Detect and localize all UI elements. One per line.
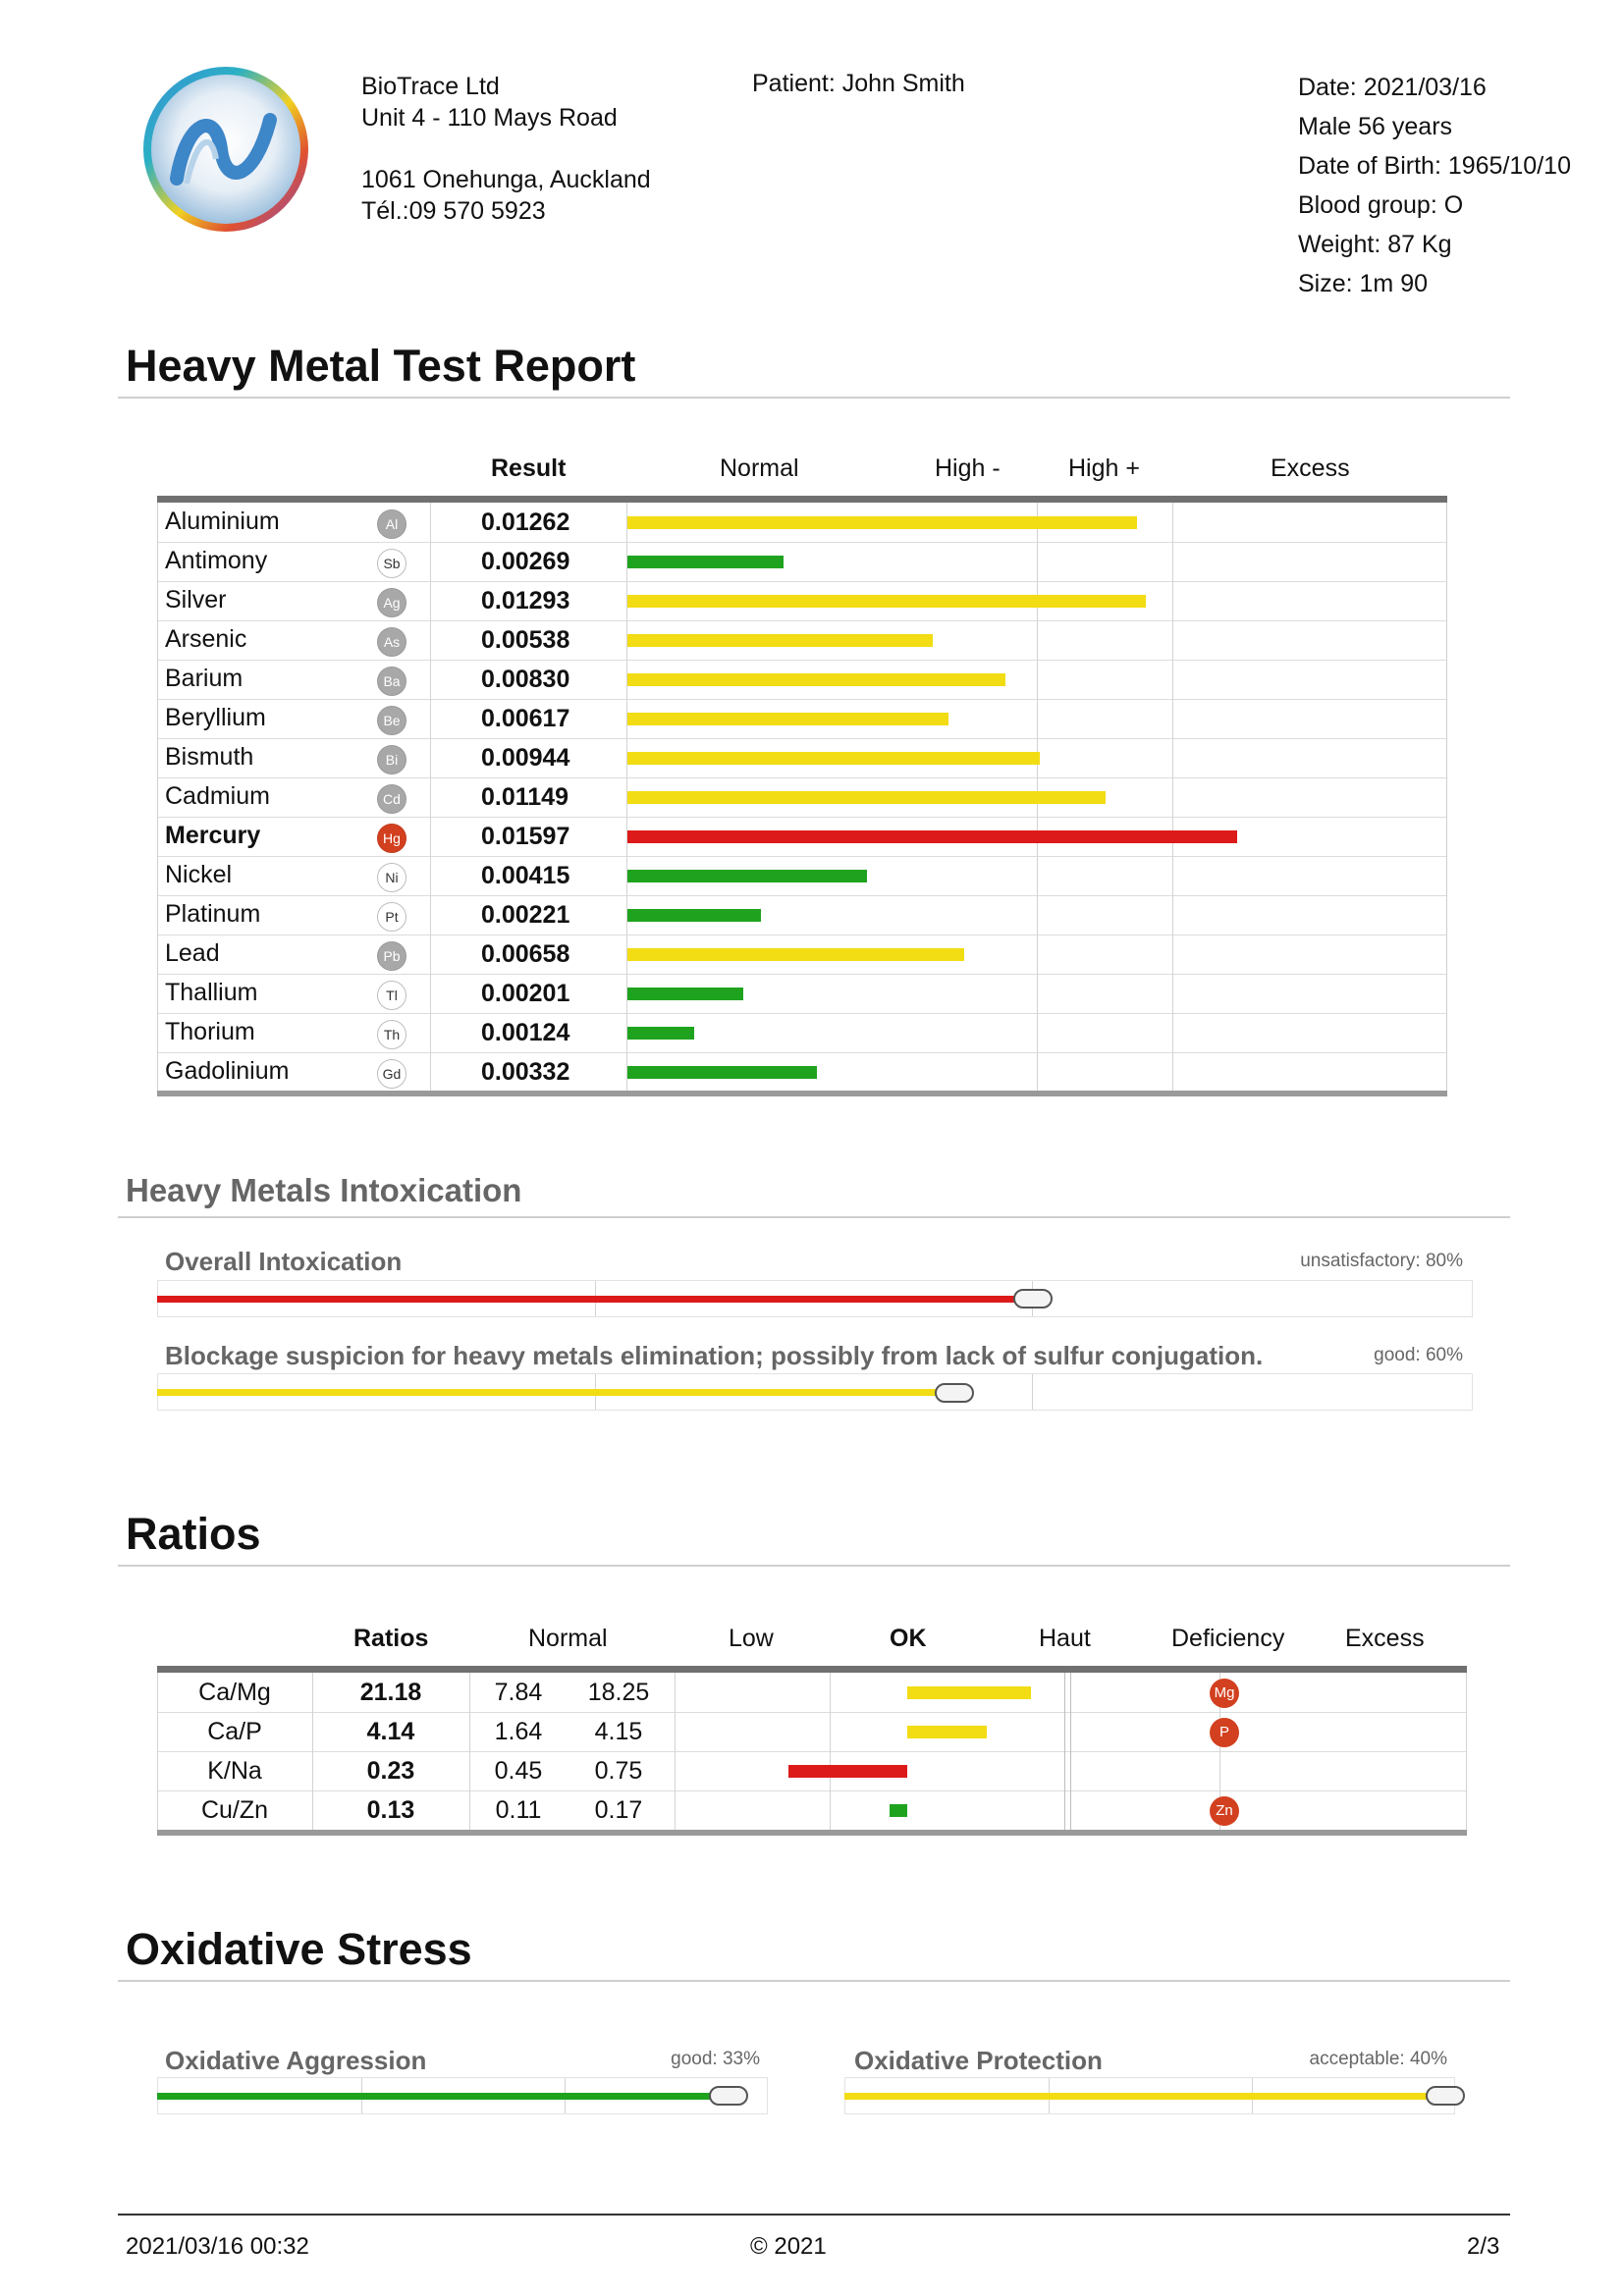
metal-name: Antimony bbox=[165, 547, 268, 574]
result-bar bbox=[627, 870, 867, 882]
table-row bbox=[157, 581, 1447, 621]
metal-result-value: 0.01149 bbox=[481, 783, 568, 811]
col-normal: Normal bbox=[528, 1625, 608, 1652]
table-row bbox=[157, 1712, 1467, 1752]
gauge-status: unsatisfactory: 80% bbox=[1300, 1251, 1463, 1271]
gauge-label: Overall Intoxication bbox=[165, 1247, 403, 1276]
metal-result-value: 0.00269 bbox=[481, 548, 570, 575]
result-bar bbox=[627, 1027, 694, 1040]
table-row bbox=[157, 620, 1447, 661]
detail-dob: Date of Birth: 1965/10/10 bbox=[1298, 152, 1571, 180]
ratios-title: Ratios bbox=[126, 1509, 261, 1559]
normal-max: 18.25 bbox=[587, 1679, 650, 1706]
metal-name: Beryllium bbox=[165, 704, 266, 731]
metal-name: Aluminium bbox=[165, 507, 280, 535]
metal-name: Lead bbox=[165, 939, 220, 967]
result-bar bbox=[627, 556, 784, 568]
gauge-fill bbox=[157, 1296, 1021, 1303]
ratio-name: Ca/Mg bbox=[198, 1679, 271, 1706]
company-address-line2: 1061 Onehunga, Auckland bbox=[361, 166, 651, 193]
gauge-status: good: 33% bbox=[671, 2049, 760, 2069]
detail-size: Size: 1m 90 bbox=[1298, 270, 1429, 297]
normal-min: 0.45 bbox=[494, 1757, 543, 1785]
metal-result-value: 0.00415 bbox=[481, 862, 570, 889]
company-logo bbox=[137, 61, 314, 238]
detail-sex-age: Male 56 years bbox=[1298, 113, 1453, 140]
element-symbol-badge: Be bbox=[377, 706, 406, 735]
detail-blood-group: Blood group: O bbox=[1298, 191, 1464, 219]
result-bar bbox=[627, 752, 1040, 765]
metal-name: Gadolinium bbox=[165, 1057, 290, 1085]
gauge-fill bbox=[844, 2093, 1434, 2100]
element-symbol-badge: Pt bbox=[377, 902, 406, 932]
metal-name: Silver bbox=[165, 586, 227, 614]
gauge-label: Oxidative Protection bbox=[854, 2046, 1103, 2075]
section-divider bbox=[118, 1216, 1510, 1218]
gauge-fill bbox=[157, 2093, 717, 2100]
element-symbol-badge: Hg bbox=[377, 824, 406, 853]
metal-result-value: 0.00658 bbox=[481, 940, 570, 968]
table-top-border bbox=[157, 1666, 1467, 1673]
heavy-metal-title: Heavy Metal Test Report bbox=[126, 341, 636, 391]
col-ok: OK bbox=[890, 1625, 927, 1652]
oxidative-title: Oxidative Stress bbox=[126, 1924, 472, 1974]
metal-result-value: 0.00617 bbox=[481, 705, 570, 732]
ratio-value: 4.14 bbox=[366, 1718, 415, 1745]
ratio-bar bbox=[907, 1726, 987, 1738]
table-bottom-border bbox=[157, 1091, 1447, 1096]
metal-result-value: 0.01293 bbox=[481, 587, 570, 614]
metal-name: Bismuth bbox=[165, 743, 254, 771]
result-bar bbox=[627, 909, 761, 922]
col-high-plus: High + bbox=[1068, 454, 1140, 482]
ratio-bar bbox=[890, 1804, 907, 1817]
ratio-value: 0.23 bbox=[366, 1757, 415, 1785]
gauge-fill bbox=[157, 1389, 943, 1396]
element-symbol-badge: As bbox=[377, 627, 406, 657]
metal-result-value: 0.00538 bbox=[481, 626, 570, 654]
footer-copyright: © 2021 bbox=[750, 2233, 827, 2260]
result-bar bbox=[627, 713, 948, 725]
metal-result-value: 0.00124 bbox=[481, 1019, 570, 1046]
element-symbol-badge: Th bbox=[377, 1020, 406, 1049]
metal-name: Mercury bbox=[165, 822, 261, 849]
result-bar bbox=[627, 516, 1137, 529]
metal-result-value: 0.01262 bbox=[481, 508, 570, 536]
col-result: Result bbox=[491, 454, 567, 482]
element-symbol-badge: Pb bbox=[377, 941, 406, 971]
metal-result-value: 0.00221 bbox=[481, 901, 570, 929]
detail-date: Date: 2021/03/16 bbox=[1298, 74, 1487, 101]
ratio-value: 21.18 bbox=[359, 1679, 422, 1706]
footer-rule bbox=[118, 2214, 1510, 2216]
deficiency-badge: Mg bbox=[1210, 1679, 1239, 1708]
table-row bbox=[157, 1751, 1467, 1791]
ratio-value: 0.13 bbox=[366, 1796, 415, 1824]
result-bar bbox=[627, 791, 1106, 804]
company-phone: Tél.:09 570 5923 bbox=[361, 197, 546, 225]
gauge-label: Oxidative Aggression bbox=[165, 2046, 427, 2075]
metal-result-value: 0.00830 bbox=[481, 666, 570, 693]
col-ratios: Ratios bbox=[353, 1625, 429, 1652]
table-row bbox=[157, 856, 1447, 896]
normal-max: 4.15 bbox=[594, 1718, 643, 1745]
table-row bbox=[157, 974, 1447, 1014]
col-deficiency: Deficiency bbox=[1171, 1625, 1285, 1652]
metal-result-value: 0.00201 bbox=[481, 980, 570, 1007]
col-haut: Haut bbox=[1039, 1625, 1091, 1652]
table-row bbox=[157, 934, 1447, 975]
col-excess: Excess bbox=[1345, 1625, 1425, 1652]
metal-name: Cadmium bbox=[165, 782, 270, 810]
element-symbol-badge: Bi bbox=[377, 745, 406, 774]
col-normal: Normal bbox=[720, 454, 799, 482]
ratio-name: Cu/Zn bbox=[200, 1796, 269, 1824]
result-bar bbox=[627, 948, 964, 961]
element-symbol-badge: Ba bbox=[377, 667, 406, 696]
section-divider bbox=[118, 1565, 1510, 1567]
normal-max: 0.75 bbox=[594, 1757, 643, 1785]
ratio-bar bbox=[788, 1765, 907, 1778]
table-row bbox=[157, 503, 1447, 543]
result-bar bbox=[627, 830, 1237, 843]
deficiency-badge: P bbox=[1210, 1718, 1239, 1747]
gauge-knob bbox=[935, 1383, 974, 1403]
table-bottom-border bbox=[157, 1830, 1467, 1836]
table-row bbox=[157, 895, 1447, 935]
col-low: Low bbox=[729, 1625, 774, 1652]
section-divider bbox=[118, 1980, 1510, 1982]
table-row bbox=[157, 1790, 1467, 1831]
table-row bbox=[157, 777, 1447, 818]
metal-name: Thorium bbox=[165, 1018, 255, 1045]
table-row bbox=[157, 1013, 1447, 1053]
table-row bbox=[157, 542, 1447, 582]
footer-datetime: 2021/03/16 00:32 bbox=[126, 2233, 309, 2260]
detail-weight: Weight: 87 Kg bbox=[1298, 231, 1452, 258]
company-address-line1: Unit 4 - 110 Mays Road bbox=[361, 104, 618, 132]
result-bar bbox=[627, 673, 1005, 686]
col-high-minus: High - bbox=[935, 454, 1001, 482]
deficiency-badge: Zn bbox=[1210, 1796, 1239, 1826]
ratio-name: K/Na bbox=[207, 1757, 262, 1785]
normal-min: 7.84 bbox=[494, 1679, 543, 1706]
element-symbol-badge: Cd bbox=[377, 784, 406, 814]
metal-name: Barium bbox=[165, 665, 244, 692]
table-row bbox=[157, 660, 1447, 700]
company-name: BioTrace Ltd bbox=[361, 73, 500, 100]
metal-name: Thallium bbox=[165, 979, 258, 1006]
element-symbol-badge: Al bbox=[377, 509, 406, 539]
element-symbol-badge: Tl bbox=[377, 981, 406, 1010]
normal-max: 0.17 bbox=[594, 1796, 643, 1824]
section-divider bbox=[118, 397, 1510, 399]
gauge-status: good: 60% bbox=[1374, 1345, 1463, 1365]
patient-name: Patient: John Smith bbox=[752, 70, 965, 97]
table-row bbox=[157, 699, 1447, 739]
patient-details bbox=[1298, 68, 1571, 303]
gauge-knob bbox=[1426, 2086, 1465, 2106]
col-excess: Excess bbox=[1271, 454, 1350, 482]
metal-name: Nickel bbox=[165, 861, 233, 888]
metal-name: Platinum bbox=[165, 900, 261, 928]
ratio-name: Ca/P bbox=[207, 1718, 262, 1745]
element-symbol-badge: Ni bbox=[377, 863, 406, 892]
gauge-status: acceptable: 40% bbox=[1309, 2049, 1447, 2069]
result-bar bbox=[627, 1066, 817, 1079]
result-bar bbox=[627, 595, 1146, 608]
ratio-bar bbox=[907, 1686, 1031, 1699]
table-row bbox=[157, 1052, 1447, 1093]
metal-result-value: 0.01597 bbox=[481, 823, 570, 850]
footer-page-number: 2/3 bbox=[1467, 2233, 1500, 2260]
normal-min: 0.11 bbox=[495, 1796, 542, 1824]
element-symbol-badge: Ag bbox=[377, 588, 406, 617]
table-row bbox=[157, 1673, 1467, 1713]
gauge-knob bbox=[709, 2086, 748, 2106]
result-bar bbox=[627, 988, 743, 1000]
element-symbol-badge: Gd bbox=[377, 1059, 406, 1089]
gauge-knob bbox=[1013, 1289, 1053, 1308]
result-bar bbox=[627, 634, 933, 647]
intoxication-title: Heavy Metals Intoxication bbox=[126, 1172, 522, 1208]
gauge-label: Blockage suspicion for heavy metals elimination; possibly from lack of sulfur conjugation. bbox=[165, 1341, 1264, 1370]
table-row bbox=[157, 738, 1447, 778]
metal-result-value: 0.00944 bbox=[481, 744, 570, 772]
table-row bbox=[157, 817, 1447, 857]
table-top-border bbox=[157, 496, 1447, 503]
metal-name: Arsenic bbox=[165, 625, 247, 653]
element-symbol-badge: Sb bbox=[377, 549, 406, 578]
metal-result-value: 0.00332 bbox=[481, 1058, 570, 1086]
normal-min: 1.64 bbox=[494, 1718, 543, 1745]
